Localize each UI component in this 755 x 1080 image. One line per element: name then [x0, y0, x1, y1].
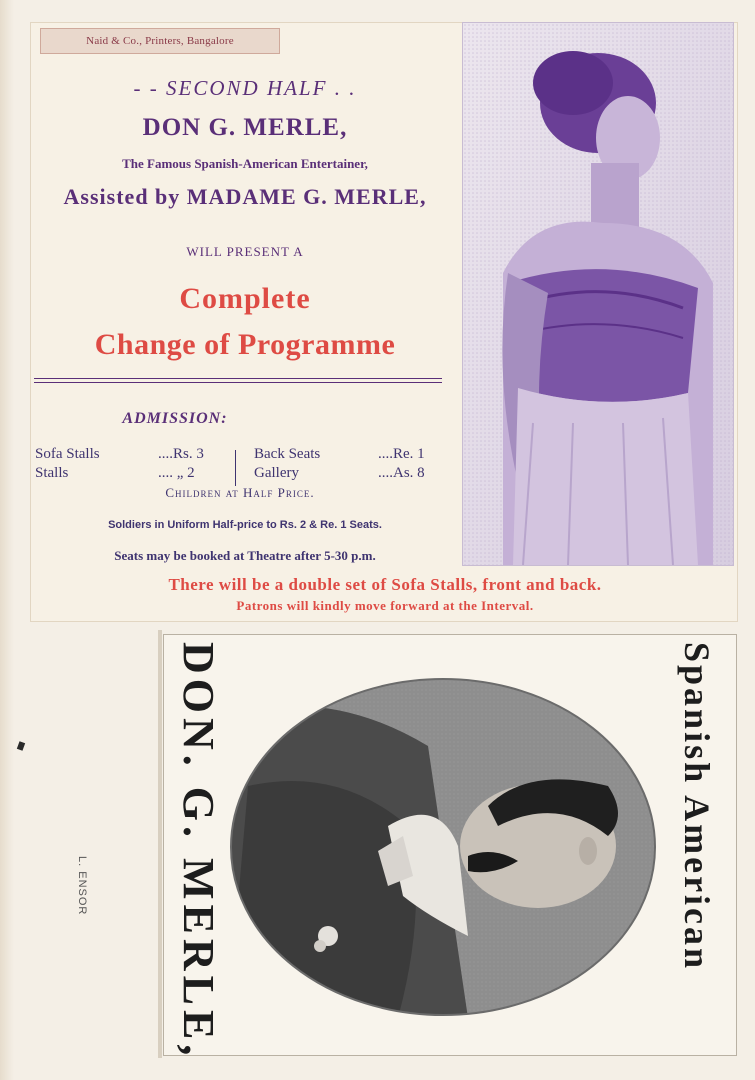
patrons-interval-note: Patrons will kindly move forward at the Interval.	[236, 598, 534, 613]
ensor-stamp-text: L. ENSOR	[76, 856, 88, 916]
performer-subtitle: The Famous Spanish-American Entertainer,	[122, 156, 368, 171]
don-merle-vertical-title: DON. G. MERLE,	[174, 642, 223, 1061]
children-price-note: Children at Half Price.	[165, 485, 315, 500]
soldiers-note: Soldiers in Uniform Half-price to Rs. 2 & Re. 1 Seats.	[108, 519, 382, 531]
price-name-gallery: Gallery	[254, 465, 299, 481]
double-sofa-stalls-note: There will be a double set of Sofa Stalls, front and back.	[168, 575, 602, 594]
assistant-line: Assisted by MADAME G. MERLE,	[63, 184, 427, 209]
madame-portrait-illustration	[463, 23, 733, 565]
card-shadow	[158, 630, 162, 1058]
price-value-back-seats: ....Re. 1	[378, 446, 425, 462]
price-column-divider	[235, 450, 236, 486]
ink-mark	[17, 741, 25, 751]
price-name-stalls: Stalls	[35, 465, 69, 481]
ensor-stamp	[76, 856, 106, 940]
performer-name: DON G. MERLE,	[142, 114, 348, 141]
printer-credit: Naid & Co., Printers, Bangalore	[40, 28, 280, 54]
spanish-american-vertical-title: Spanish American	[677, 642, 717, 972]
will-present-line: WILL PRESENT A	[186, 244, 304, 259]
madame-merle-portrait	[462, 22, 734, 566]
price-value-sofa-stalls: ....Rs. 3	[158, 446, 204, 462]
complete-heading: Complete	[179, 282, 311, 315]
change-of-programme-heading: Change of Programme	[94, 328, 396, 361]
card-left-caption	[173, 642, 233, 1061]
admission-heading: ADMISSION:	[122, 410, 228, 427]
card-right-caption	[676, 642, 736, 1052]
price-name-back-seats: Back Seats	[254, 446, 321, 462]
price-value-gallery: ....As. 8	[378, 465, 425, 481]
price-value-stalls: .... „ 2	[158, 465, 195, 481]
booking-note: Seats may be booked at Theatre after 5-30 p.m.	[114, 548, 376, 563]
don-merle-portrait	[228, 676, 658, 1018]
don-merle-portrait-illustration	[228, 676, 658, 1018]
price-name-sofa-stalls: Sofa Stalls	[35, 446, 100, 462]
double-rule-divider	[34, 378, 442, 383]
second-half-heading: - - SECOND HALF . .	[133, 76, 357, 100]
paper-edge	[0, 0, 14, 1080]
